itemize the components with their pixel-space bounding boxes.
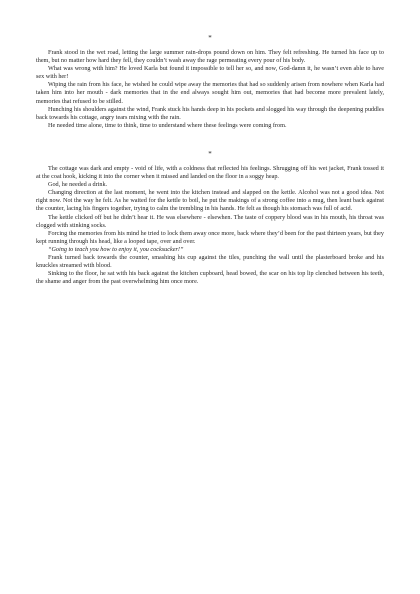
paragraph: Wiping the rain from his face, he wished he could wipe away the memories that had so suddenly arisen from nowhere when Karla had taken him into her mouth - dark memories that in the end always sought him out, memories that had become more prevalent lately, memories that refused to be stilled. xyxy=(36,81,384,105)
scene-break-2: * xyxy=(208,149,212,158)
paragraph: He needed time alone, time to think, time to understand where these feelings were coming from. xyxy=(48,121,287,129)
scene-break-1: * xyxy=(208,34,212,42)
paragraph: God, he needed a drink. xyxy=(48,181,108,189)
paragraph: Frank turned back towards the counter, smashing his cup against the tiles, punching the wall until the plasterboard broke and his knuckles streamed with blood. xyxy=(36,253,384,270)
paragraph: Changing direction at the last moment, he went into the kitchen instead and slapped on the kettle. Alcohol was not a good idea. Not right now. Not the way he felt. As he waited for the kettle to boil, he put the makings of a strong coffee into a mug, then leant back against the counter, lacing his fingers together, trying to calm the trembling in his hands. He felt as though his stomach was full of acid. xyxy=(36,189,384,213)
paragraph: Frank stood in the wet road, letting the large summer rain-drops pound down on him. They felt refreshing. He turned his face up to them, but no matter how hard they fell, they couldn’t wash away the rage permeating every pour of his body. xyxy=(36,49,384,65)
paragraph: Sinking to the floor, he sat with his back against the kitchen cupboard, head bowed, the scar on his top lip clenched between his teeth, the shame and anger from the past overwhelming him once more. xyxy=(36,270,384,286)
paragraph: The cottage was dark and empty - void of life, with a coldness that reflected his feelings. Shrugging off his wet jacket, Frank tossed it at the coat hook, kicking it into the corner when it missed and landed on the floor in a soggy heap. xyxy=(36,164,384,181)
quoted-dialogue: “Going to teach you how to enjoy it, you cocksucker!” xyxy=(48,245,184,253)
paragraph: What was wrong with him? He loved Karla but found it impossible to tell her so, and now, God-damn it, he wasn’t even able to have sex with her! xyxy=(36,65,384,81)
paragraph: Forcing the memories from his mind he tried to lock them away once more, back where they’d been for the past thirteen years, but they kept running through his head, like a looped tape, over and over. xyxy=(36,229,384,245)
paragraph: Hunching his shoulders against the wind, Frank stuck his hands deep in his pockets and slogged his way through the deepening puddles back towards his cottage, angry tears mixing with the rain. xyxy=(36,105,384,121)
document-body xyxy=(36,34,384,286)
paragraph: The kettle clicked off but he didn’t hear it. He was elsewhere - elsewhen. The taste of coppery blood was in his mouth, his throat was clogged with stinking socks. xyxy=(36,213,384,229)
